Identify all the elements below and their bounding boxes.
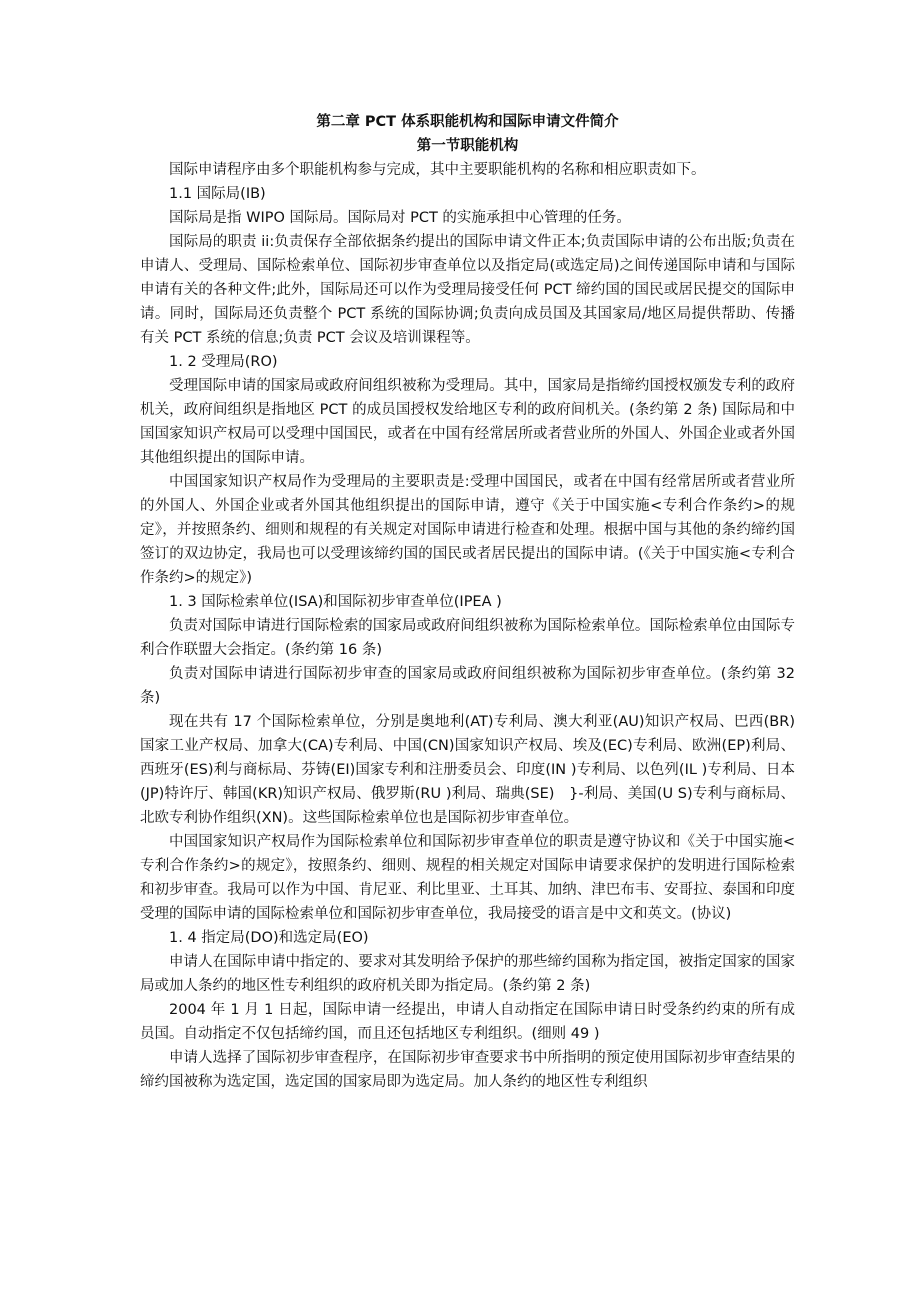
- paragraph: 负责对国际申请进行国际检索的国家局或政府间组织被称为国际检索单位。国际检索单位由国际专利合作联盟大会指定。(条约第 16 条): [140, 618, 795, 658]
- paragraph: 负责对国际申请进行国际初步审查的国家局或政府间组织被称为国际初步审查单位。(条约第 32 条): [140, 666, 795, 706]
- paragraph: 国际局是指 WIPO 国际局。国际局对 PCT 的实施承担中心管理的任务。: [169, 210, 631, 226]
- paragraph: 现在共有 17 个国际检索单位，分别是奥地利(AT)专利局、澳大利亚(AU)知识产权局、巴西(BR)国家工业产权局、加拿大(CA)专利局、中国(CN)国家知识产权局、埃及(EC)专利局、欧洲(EP)利局、西班牙(ES)利与商标局、芬铸(EI)国家专利和注册委员会、印度(IN )专利局、以色列(IL )专利局、日本(JP)特许厅、韩国(KR)知识产权局、俄罗斯(RU )利局、瑞典(SE) }-利局、美国(U S)专利与商标局、北欧专利协作组织(XN)。这些国际检索单位也是国际初步审查单位。: [140, 714, 795, 826]
- document-page: [140, 110, 795, 1094]
- paragraph: 受理国际申请的国家局或政府间组织被称为受理局。其中，国家局是指缔约国授权颁发专利的政府机关，政府间组织是指地区 PCT 的成员国授权发给地区专利的政府间机关。(条约第 2 条) 国际局和中国国家知识产权局可以受理中国国民，或者在中国有经常居所或者营业所的外国人、外国企业或者外国其他组织提出的国际申请。: [140, 378, 795, 466]
- paragraph: 申请人在国际申请中指定的、要求对其发明给予保护的那些缔约国称为指定国，被指定国家的国家局或加人条约的地区性专利组织的政府机关即为指定局。(条约第 2 条): [140, 954, 795, 994]
- chapter-title: 第二章 PCT 体系职能机构和国际申请文件简介: [316, 114, 619, 130]
- section-heading: 1.1 国际局(IB): [169, 186, 266, 202]
- section-heading: 1. 2 受理局(RO): [169, 354, 278, 370]
- paragraph: 中国国家知识产权局作为国际检索单位和国际初步审查单位的职责是遵守协议和《关于中国实施<专利合作条约>的规定》，按照条约、细则、规程的相关规定对国际申请要求保护的发明进行国际检索和初步审查。我局可以作为中国、肯尼亚、利比里亚、土耳其、加纳、津巴布韦、安哥拉、泰国和印度受理的国际申请的国际检索单位和国际初步审查单位，我局接受的语言是中文和英文。(协议): [140, 834, 795, 922]
- document-body: [140, 158, 795, 1094]
- section-title: 第一节职能机构: [416, 138, 519, 154]
- paragraph: 国际局的职责 ii:负责保存全部依据条约提出的国际申请文件正本;负责国际申请的公布出版;负责在申请人、受理局、国际检索单位、国际初步审查单位以及指定局(或选定局)之间传递国际申请和与国际申请有关的各种文件;此外，国际局还可以作为受理局接受任何 PCT 缔约国的国民或居民提交的国际申请。同时，国际局还负责整个 PCT 系统的国际协调;负责向成员国及其国家局/地区局提供帮助、传播有关 PCT 系统的信息;负责 PCT 会议及培训课程等。: [140, 234, 795, 346]
- paragraph: 申请人选择了国际初步审查程序，在国际初步审查要求书中所指明的预定使用国际初步审查结果的缔约国被称为选定国，选定国的国家局即为选定局。加人条约的地区性专利组织: [140, 1050, 795, 1090]
- paragraph: 2004 年 1 月 1 日起，国际申请一经提出，申请人自动指定在国际申请日时受条约约束的所有成员国。自动指定不仅包括缔约国，而且还包括地区专利组织。(细则 49 ): [140, 1002, 795, 1042]
- section-heading: 1. 3 国际检索单位(ISA)和国际初步审查单位(IPEA ): [169, 594, 502, 610]
- paragraph: 国际申请程序由多个职能机构参与完成，其中主要职能机构的名称和相应职责如下。: [169, 162, 706, 178]
- paragraph: 中国国家知识产权局作为受理局的主要职责是:受理中国国民，或者在中国有经常居所或者营业所的外国人、外国企业或者外国其他组织提出的国际申请，遵守《关于中国实施<专利合作条约>的规定》，并按照条约、细则和规程的有关规定对国际申请进行检查和处理。根据中国与其他的条约缔约国签订的双边协定，我局也可以受理该缔约国的国民或者居民提出的国际申请。(《关于中国实施<专利合作条约>的规定》): [140, 474, 795, 586]
- section-heading: 1. 4 指定局(DO)和选定局(EO): [169, 930, 369, 946]
